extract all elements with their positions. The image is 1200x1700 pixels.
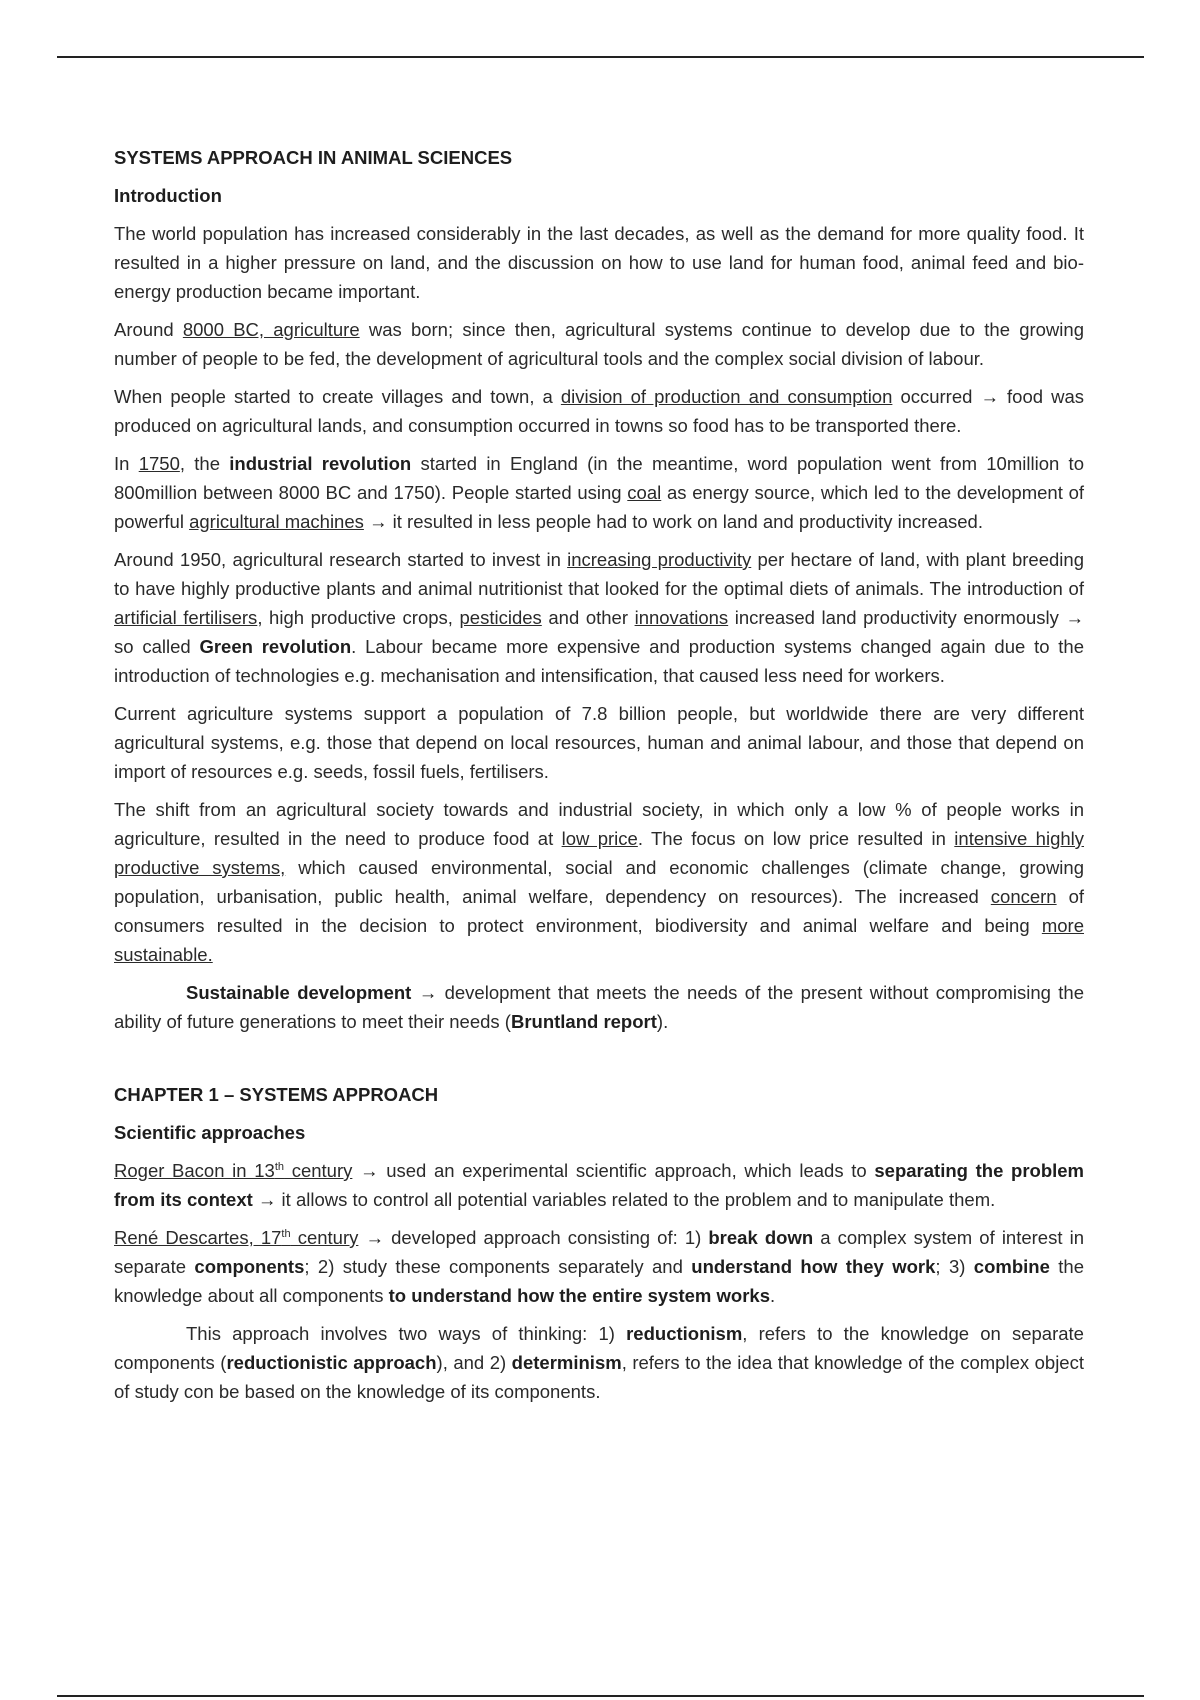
arrow-icon: →: [369, 511, 388, 532]
paragraph-10: René Descartes, 17th century → developed approach consisting of: 1) break down a complex system of interest in separate components; 2) study these components separately and understand how they work; 3) combine the knowledge about all components to understand how the entire system works.: [114, 1227, 1084, 1306]
paragraph-11: This approach involves two ways of thinking: 1) reductionism, refers to the knowledge on separate components (reductionistic approach), and 2) determinism, refers to the idea that knowledge of the complex object of study con be based on the knowledge of its components.: [114, 1323, 1084, 1402]
paragraph-6: Current agriculture systems support a population of 7.8 billion people, but worldwide there are very different agricultural systems, e.g. those that depend on local resources, human and animal labour, and those that depend on import of resources e.g. seeds, fossil fuels, fertilisers.: [114, 703, 1084, 782]
paragraph-8-definition: Sustainable development → development that meets the needs of the present without compromising the ability of future generations to meet their needs (Bruntland report).: [114, 982, 1084, 1032]
arrow-icon: →: [257, 1189, 277, 1210]
document-title: SYSTEMS APPROACH IN ANIMAL SCIENCES: [114, 147, 513, 168]
paragraph-2: Around 8000 BC, agriculture was born; since then, agricultural systems continue to develop due to the growing number of people to be fed, the development of agricultural tools and the complex social division of labour.: [114, 319, 1084, 369]
paragraph-9: Roger Bacon in 13th century → used an experimental scientific approach, which leads to separating the problem from its context → it allows to control all potential variables related to the problem and to manipulate them.: [114, 1160, 1085, 1210]
footer-rule: [57, 1695, 1144, 1697]
document-page: [114, 143, 1084, 1415]
paragraph-5: Around 1950, agricultural research started to invest in increasing productivity per hectare of land, with plant breeding to have highly productive plants and animal nutritionist that looked for the optimal diets of animals. The introduction of artificial fertilisers, high productive crops, pesticides and other innovations increased land productivity enormously → so called Green revolution. Labour became more expensive and production systems changed again due to the introduction of technologies e.g. mechanisation and intensification, that caused less need for workers.: [114, 549, 1085, 686]
chapter-title: CHAPTER 1 – SYSTEMS APPROACH: [114, 1084, 439, 1105]
arrow-icon: →: [418, 982, 438, 1003]
arrow-icon: →: [365, 1227, 384, 1248]
paragraph-3: When people started to create villages and town, a division of production and consumption occurred → food was produced on agricultural lands, and consumption occurred in towns so food has to be transported there.: [114, 386, 1085, 436]
section-heading: Scientific approaches: [114, 1122, 306, 1143]
arrow-icon: →: [360, 1160, 379, 1181]
header-rule: [57, 56, 1144, 58]
paragraph-4: In 1750, the industrial revolution started in England (in the meantime, word population went from 10million to 800million between 8000 BC and 1750). People started using coal as energy source, which led to the development of powerful agricultural machines → it resulted in less people had to work on land and productivity increased.: [114, 453, 1084, 532]
arrow-icon: →: [980, 386, 999, 407]
intro-heading: Introduction: [114, 185, 222, 206]
arrow-icon: →: [1065, 607, 1084, 628]
paragraph-1: The world population has increased considerably in the last decades, as well as the demand for more quality food. It resulted in a higher pressure on land, and the discussion on how to use land for human food, animal feed and bio-energy production became important.: [114, 223, 1084, 302]
paragraph-7: The shift from an agricultural society towards and industrial society, in which only a low % of people works in agriculture, resulted in the need to produce food at low price. The focus on low price resulted in intensive highly productive systems, which caused environmental, social and economic challenges (climate change, growing population, urbanisation, public health, animal welfare, dependency on resources). The increased concern of consumers resulted in the decision to protect environment, biodiversity and animal welfare and being more sustainable.: [114, 799, 1085, 965]
